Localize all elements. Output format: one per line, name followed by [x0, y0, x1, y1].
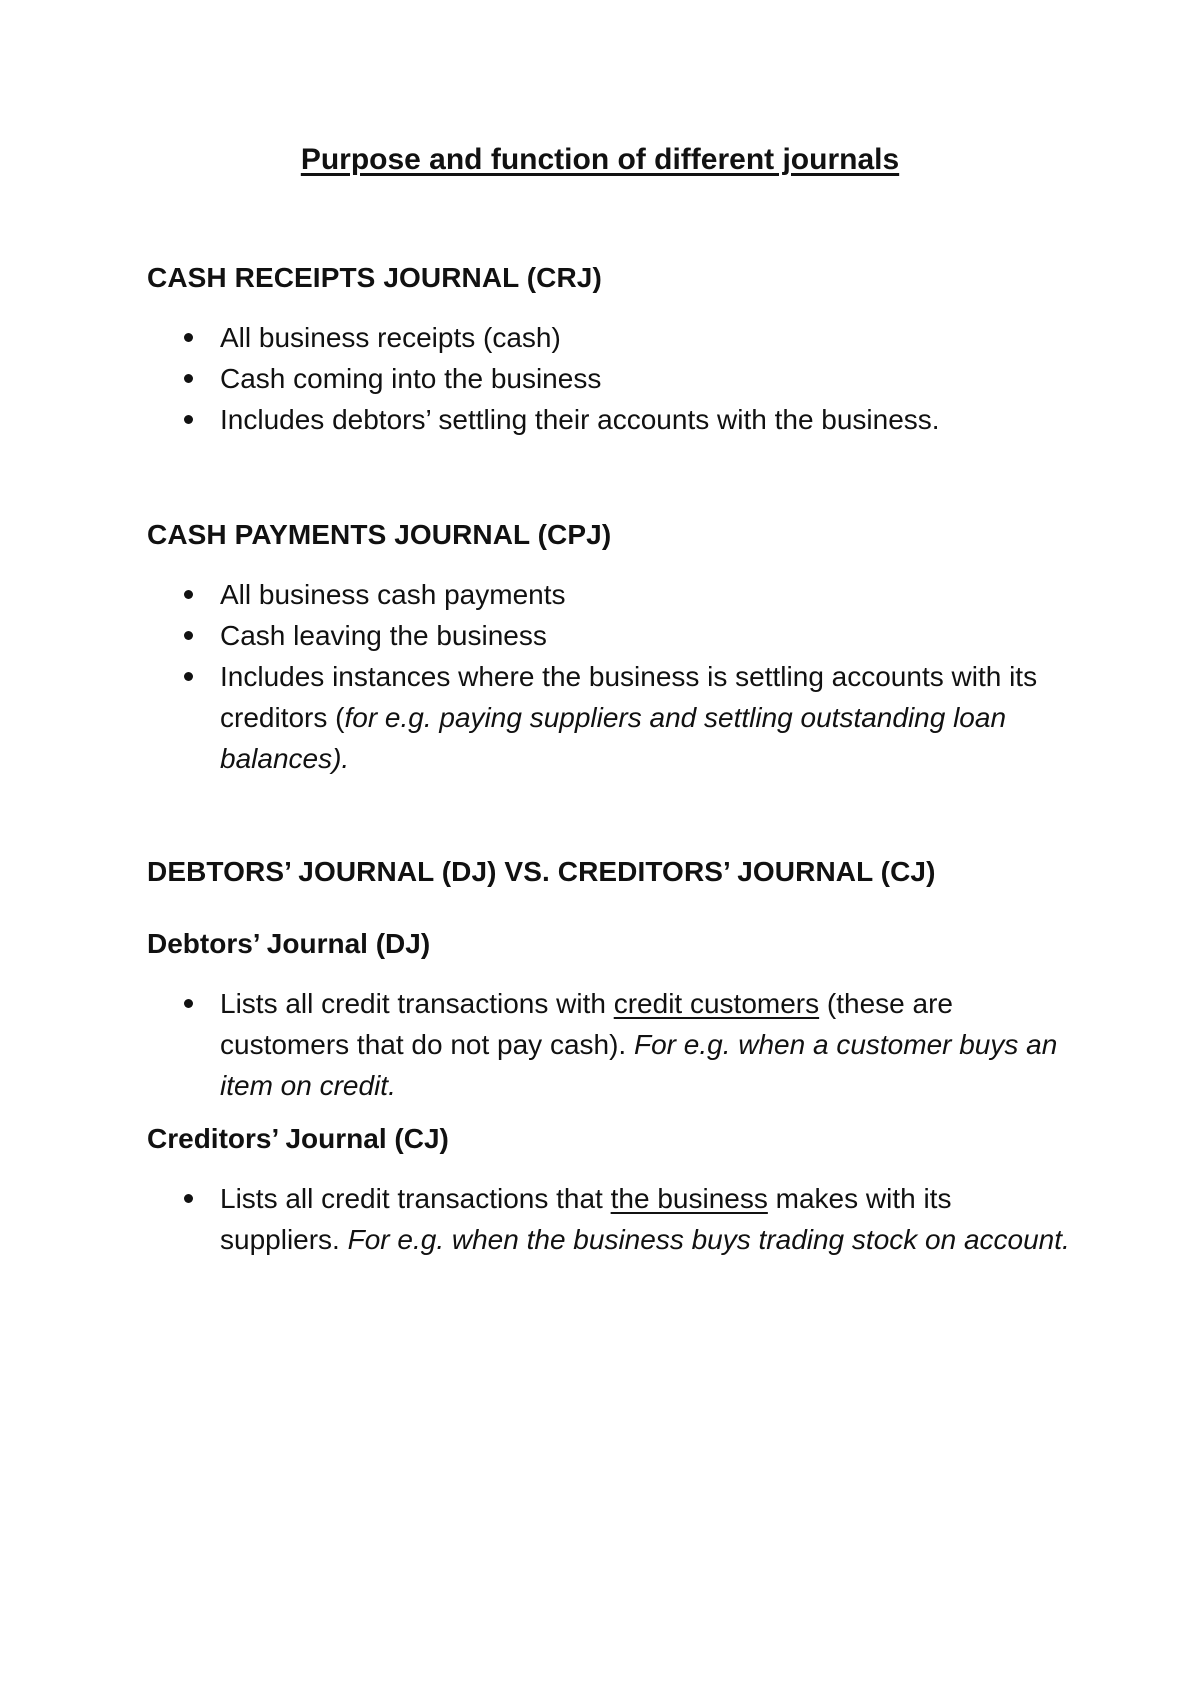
list-item	[147, 317, 1077, 358]
cpj-bullet-lead: Includes instances where the business is settling accounts with its creditors (	[220, 661, 1038, 733]
cpj-bullet-text: Cash leaving the business	[220, 620, 547, 651]
dj-bullet-lead: Lists all credit transactions with	[220, 988, 614, 1019]
cj-bullet-list	[147, 1178, 1077, 1260]
list-item	[147, 358, 1077, 399]
dj-heading: Debtors’ Journal (DJ)	[147, 928, 431, 959]
cj-bullet-underlined: the business	[610, 1183, 768, 1214]
list-item	[147, 399, 1077, 440]
document-title: Purpose and function of different journals	[300, 143, 900, 176]
bullet-icon	[184, 374, 193, 383]
list-item	[147, 615, 1077, 656]
cj-heading: Creditors’ Journal (CJ)	[147, 1123, 449, 1154]
cj-bullet-lead: Lists all credit transactions that	[220, 1183, 611, 1214]
bullet-icon	[184, 999, 193, 1008]
list-item	[147, 574, 1077, 615]
bullet-icon	[184, 1194, 193, 1203]
list-item	[147, 656, 1077, 779]
crj-heading: CASH RECEIPTS JOURNAL (CRJ)	[147, 262, 602, 293]
cpj-heading: CASH PAYMENTS JOURNAL (CPJ)	[147, 519, 612, 550]
crj-bullet-text: All business receipts (cash)	[220, 322, 561, 353]
crj-bullet-list	[147, 317, 1077, 440]
dj-bullet-list	[147, 983, 1077, 1106]
crj-bullet-text: Cash coming into the business	[220, 363, 602, 394]
cj-bullet-example: For e.g. when the business buys trading stock on account.	[347, 1224, 1070, 1255]
cpj-bullet-list	[147, 574, 1077, 779]
list-item	[147, 1178, 1077, 1260]
dj-bullet-mid: (these are customers that do not pay cash).	[220, 988, 953, 1060]
dj-bullet-example: For e.g. when a customer buys an item on credit.	[220, 1029, 1058, 1101]
list-item	[147, 983, 1077, 1106]
bullet-icon	[184, 590, 193, 599]
bullet-icon	[184, 631, 193, 640]
bullet-icon	[184, 672, 193, 681]
bullet-icon	[184, 415, 193, 424]
bullet-icon	[184, 333, 193, 342]
crj-bullet-text: Includes debtors’ settling their accounts with the business.	[220, 404, 940, 435]
dj-vs-cj-heading: DEBTORS’ JOURNAL (DJ) VS. CREDITORS’ JOURNAL (CJ)	[147, 856, 936, 887]
cpj-bullet-text: All business cash payments	[220, 579, 566, 610]
cj-bullet-mid: makes with its suppliers.	[220, 1183, 952, 1255]
dj-bullet-underlined: credit customers	[613, 988, 820, 1019]
cpj-bullet-example: for e.g. paying suppliers and settling outstanding loan balances).	[220, 702, 1007, 774]
